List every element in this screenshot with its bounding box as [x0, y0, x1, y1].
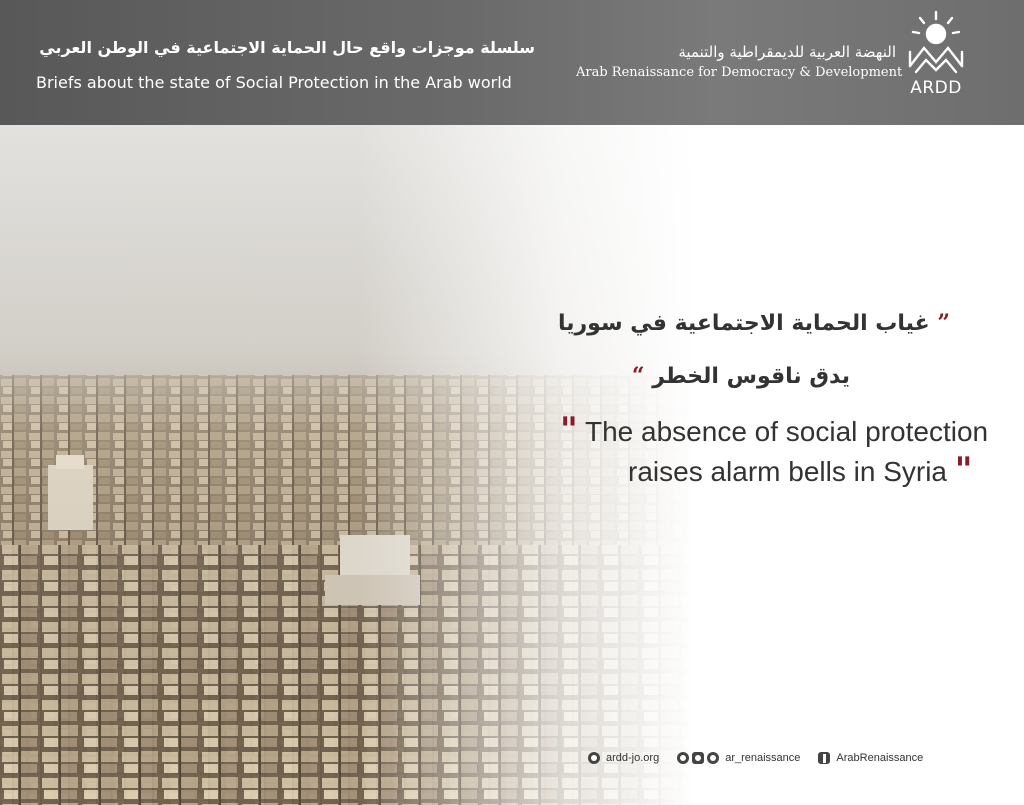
- facebook-label: ArabRenaissance: [836, 752, 924, 764]
- social-handle-link[interactable]: [677, 752, 800, 764]
- headline-arabic-line2: [560, 363, 850, 389]
- header-band: [0, 0, 1024, 125]
- org-name-arabic: النهضة العربية للديمقراطية والتنمية: [678, 43, 896, 61]
- quote-close-mark: “: [631, 363, 645, 389]
- series-title-arabic: سلسلة موجزات واقع حال الحماية الاجتماعية في الوطن العربي: [39, 38, 535, 57]
- globe-icon: [588, 752, 600, 764]
- social-handle-label: ar_renaissance: [725, 752, 801, 764]
- headline-english-text2: raises alarm bells in Syria: [628, 456, 947, 487]
- quote-open-mark-en: ": [560, 410, 578, 450]
- facebook-link[interactable]: [818, 752, 923, 764]
- headline-arabic-line1: [557, 310, 950, 336]
- website-link[interactable]: [588, 752, 659, 764]
- contact-footer: [588, 748, 941, 768]
- org-name-english: Arab Renaissance for Democracy & Development: [576, 65, 903, 80]
- headline-english-line2: [628, 450, 973, 490]
- quote-open-mark: ”: [937, 310, 950, 336]
- quote-close-mark-en: ": [954, 450, 973, 490]
- instagram-icon: [692, 752, 704, 764]
- website-label: ardd-jo.org: [606, 752, 660, 764]
- youtube-icon: [707, 752, 719, 764]
- facebook-icon: [818, 752, 830, 764]
- headline-arabic-text2: يدق ناقوس الخطر: [652, 364, 850, 389]
- headline-arabic-text1: غياب الحماية الاجتماعية في سوريا: [557, 311, 930, 336]
- logo-wordmark: ARDD: [910, 78, 962, 98]
- headline-english-text1: The absence of social protection: [585, 416, 989, 447]
- series-title-english: Briefs about the state of Social Protection in the Arab world: [36, 73, 512, 92]
- twitter-icon: [677, 752, 689, 764]
- headline-english-line1: [560, 410, 988, 450]
